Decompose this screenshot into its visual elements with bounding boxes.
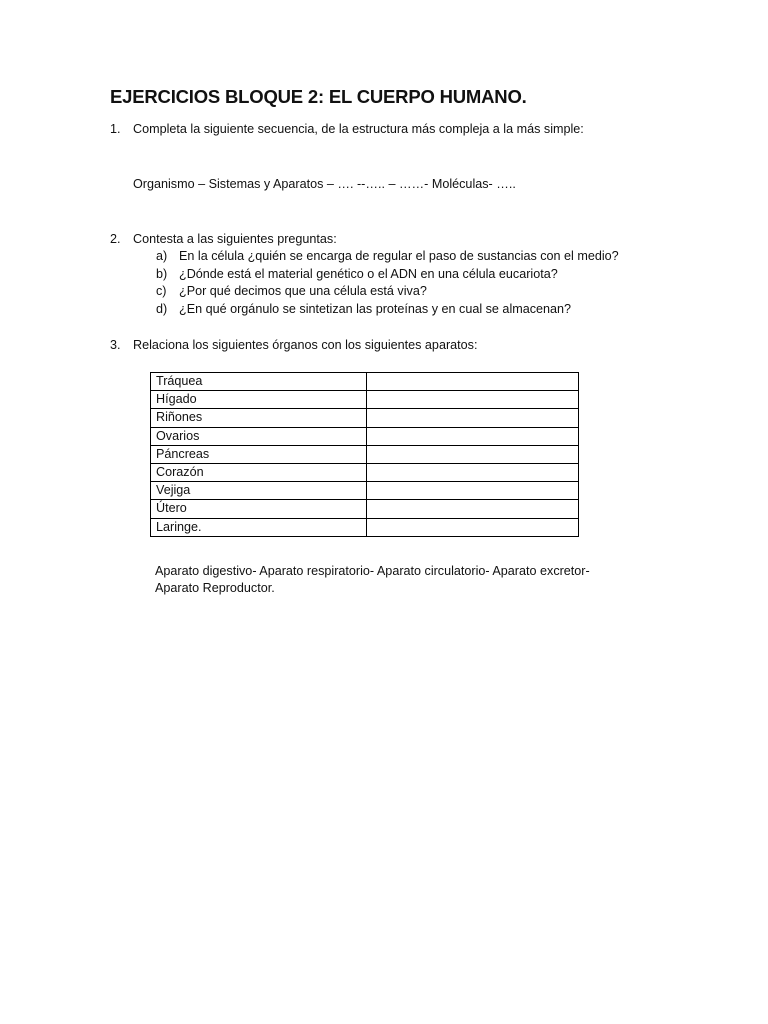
table-row: [151, 427, 579, 445]
page-title: EJERCICIOS BLOQUE 2: EL CUERPO HUMANO.: [110, 86, 527, 107]
answer-cell[interactable]: [367, 373, 579, 391]
apparatus-list-line-1: Aparato digestivo- Aparato respiratorio- Aparato circulatorio- Aparato excretor-: [155, 564, 590, 578]
answer-cell[interactable]: [367, 482, 579, 500]
table-row: [151, 391, 579, 409]
table-row: [151, 500, 579, 518]
question-2-number: 2.: [110, 232, 121, 246]
organ-cell: Ovarios: [151, 427, 367, 445]
table-row: [151, 518, 579, 536]
question-2c-text: ¿Por qué decimos que una célula está viva?: [179, 284, 427, 298]
question-2a-letter: a): [156, 249, 168, 263]
question-2b-text: ¿Dónde está el material genético o el ADN en una célula eucariota?: [179, 267, 558, 281]
question-2a-text: En la célula ¿quién se encarga de regular el paso de sustancias con el medio?: [179, 249, 619, 263]
table-row: [151, 373, 579, 391]
question-2-text: Contesta a las siguientes preguntas:: [133, 232, 337, 246]
organ-cell: Páncreas: [151, 445, 367, 463]
table-row: [151, 445, 579, 463]
organ-cell: Útero: [151, 500, 367, 518]
organ-cell: Laringe.: [151, 518, 367, 536]
organ-cell: Corazón: [151, 463, 367, 481]
question-1-sequence: Organismo – Sistemas y Aparatos – …. --….. – ……- Moléculas- …..: [133, 177, 516, 191]
question-2d-text: ¿En qué orgánulo se sintetizan las proteínas y en cual se almacenan?: [179, 302, 572, 316]
answer-cell[interactable]: [367, 427, 579, 445]
answer-cell[interactable]: [367, 463, 579, 481]
answer-cell[interactable]: [367, 409, 579, 427]
organ-cell: Riñones: [151, 409, 367, 427]
answer-cell[interactable]: [367, 500, 579, 518]
question-2b-letter: b): [156, 267, 168, 281]
answer-cell[interactable]: [367, 518, 579, 536]
question-3-number: 3.: [110, 338, 121, 352]
organs-table: [150, 372, 579, 537]
table-row: [151, 463, 579, 481]
organ-cell: Hígado: [151, 391, 367, 409]
answer-cell[interactable]: [367, 445, 579, 463]
organ-cell: Tráquea: [151, 373, 367, 391]
question-1-text: Completa la siguiente secuencia, de la estructura más compleja a la más simple:: [133, 122, 584, 136]
apparatus-list-line-2: Aparato Reproductor.: [155, 581, 275, 595]
answer-cell[interactable]: [367, 391, 579, 409]
question-2d-letter: d): [156, 302, 168, 316]
table-row: [151, 482, 579, 500]
question-3-text: Relaciona los siguientes órganos con los siguientes aparatos:: [133, 338, 478, 352]
organ-cell: Vejiga: [151, 482, 367, 500]
question-1-number: 1.: [110, 122, 121, 136]
table-row: [151, 409, 579, 427]
question-2c-letter: c): [156, 284, 167, 298]
